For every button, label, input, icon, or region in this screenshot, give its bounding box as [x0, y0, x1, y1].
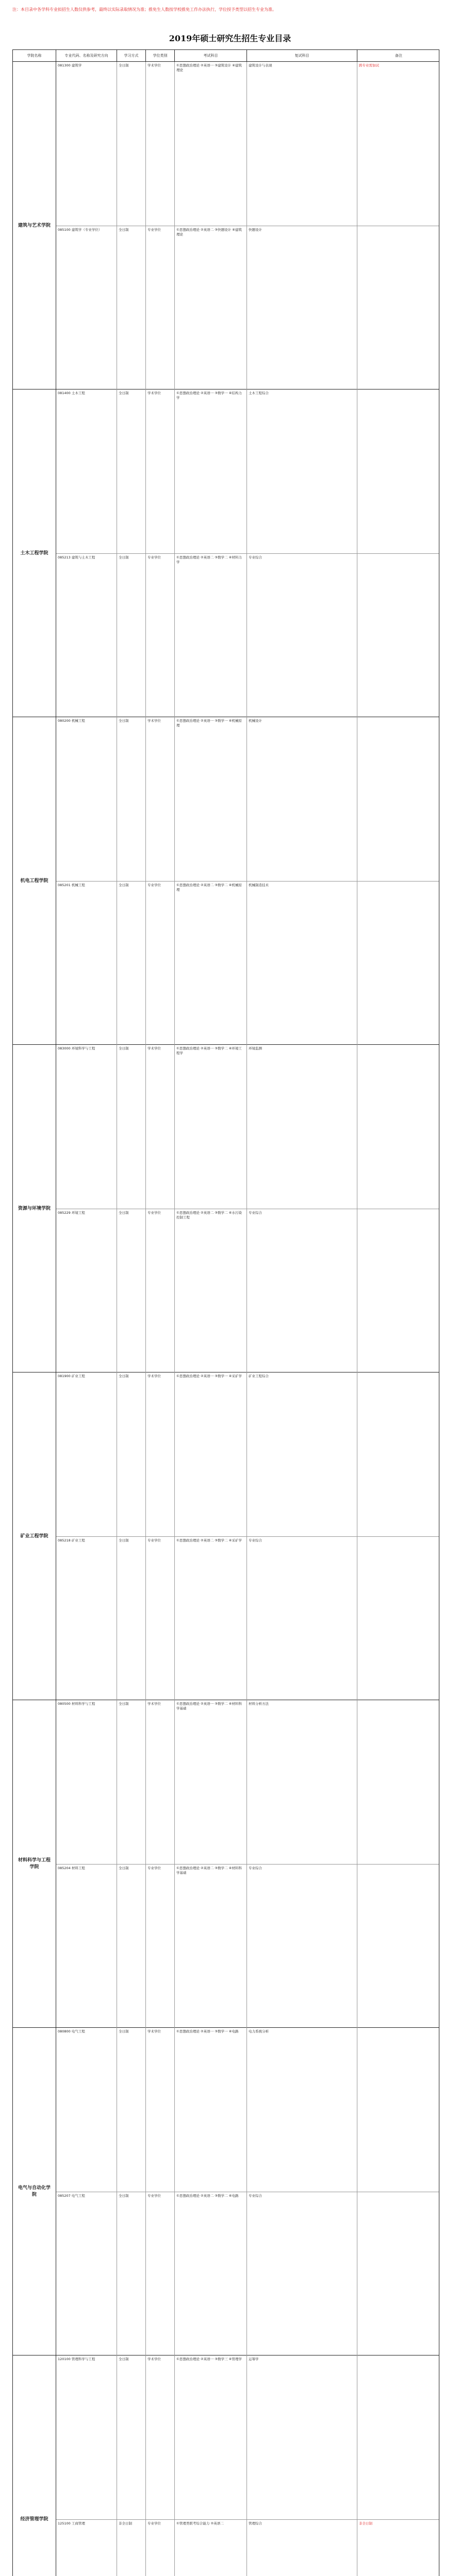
cell-note	[357, 2028, 439, 2192]
cell-type: 专业学位	[146, 554, 175, 718]
cell-mode: 全日制	[117, 717, 146, 881]
cell-note	[357, 2355, 439, 2519]
table-row	[56, 1865, 439, 2028]
cell-major: 085213 建筑与土木工程	[56, 554, 117, 718]
cell-type: 专业学位	[146, 226, 175, 390]
cell-exam: ①思想政治理论 ②英语一 ③数学一 ④结构力学	[175, 389, 247, 553]
cell-major: 080200 机械工程	[56, 717, 117, 881]
cell-retest: 材料分析方法	[247, 1700, 357, 1864]
cell-type: 学术学位	[146, 2355, 175, 2519]
cell-note: 非全日制	[359, 2521, 372, 2526]
table-row	[56, 1537, 439, 1701]
header-note: 备注	[395, 54, 402, 58]
college-name: 材料科学与工程学院	[13, 1700, 56, 2028]
cell-mode: 全日制	[117, 2355, 146, 2519]
cell-retest: 专业综合	[247, 2192, 357, 2356]
table-row	[56, 2355, 439, 2520]
table-row	[56, 389, 439, 554]
cell-exam: ①思想政治理论 ②英语一 ③数学一 ④电路	[175, 2028, 247, 2192]
cell-major: 085207 电气工程	[56, 2192, 117, 2356]
cell-mode: 全日制	[117, 389, 146, 553]
college-name: 机电工程学院	[13, 717, 56, 1045]
cell-major: 080800 电气工程	[56, 2028, 117, 2192]
cell-mode: 全日制	[117, 1700, 146, 1864]
cell-type: 专业学位	[146, 2192, 175, 2356]
table-row	[56, 554, 439, 718]
cell-major: 083000 环境科学与工程	[56, 1045, 117, 1209]
cell-retest: 专业综合	[247, 1865, 357, 2028]
cell-note	[357, 1700, 439, 1864]
cell-major: 081300 建筑学	[56, 62, 117, 226]
cell-type: 学术学位	[146, 389, 175, 553]
cell-retest: 管理综合	[247, 2520, 357, 2576]
table-row	[56, 2192, 439, 2356]
enrollment-table	[12, 49, 439, 2576]
page-title: 2019年硕士研究生招生专业目录	[169, 33, 291, 43]
cell-exam: ①思想政治理论 ②英语一 ③数学一 ④机械原理	[175, 717, 247, 881]
college-name: 土木工程学院	[13, 389, 56, 717]
table-row	[56, 1045, 439, 1209]
cell-exam: ①思想政治理论 ②英语二 ③数学二 ④电路	[175, 2192, 247, 2356]
table-row	[56, 226, 439, 390]
table-row	[56, 882, 439, 1045]
cell-mode: 全日制	[117, 1537, 146, 1701]
cell-mode: 全日制	[117, 62, 146, 226]
cell-mode: 全日制	[117, 1209, 146, 1373]
cell-type: 学术学位	[146, 717, 175, 881]
college-section	[13, 62, 439, 389]
cell-mode: 全日制	[117, 554, 146, 718]
cell-note	[357, 1209, 439, 1373]
college-section	[13, 1700, 439, 2028]
cell-exam: ①思想政治理论 ②英语一 ③数学二 ④环境工程学	[175, 1045, 247, 1209]
cell-type: 学术学位	[146, 1045, 175, 1209]
cell-exam: ①思想政治理论 ②英语二 ③快题设计 ④建筑理论	[175, 226, 247, 390]
cell-type: 专业学位	[146, 1865, 175, 2028]
header-type: 学位类别	[146, 50, 175, 61]
cell-major: 085204 材料工程	[56, 1865, 117, 2028]
table-header	[13, 50, 439, 62]
header-exam: 考试科目	[175, 50, 247, 61]
cell-note	[357, 554, 439, 718]
notice: 注：本目录中各学科专业拟招生人数仅供参考，最终以实际录取情况为准；推免生人数按学校推免工作办法执行，学位授予类型以招生专业为准。	[12, 7, 276, 12]
cell-exam: ①思想政治理论 ②英语一 ③数学二 ④材料科学基础	[175, 1700, 247, 1864]
cell-type: 学术学位	[146, 2028, 175, 2192]
cell-retest: 机械设计	[247, 717, 357, 881]
college-name: 建筑与艺术学院	[13, 62, 56, 389]
cell-note	[357, 1045, 439, 1209]
cell-note	[357, 1372, 439, 1536]
cell-exam: ①思想政治理论 ②英语二 ③数学二 ④材料科学基础	[175, 1865, 247, 2028]
cell-retest: 环境监测	[247, 1045, 357, 1209]
cell-note	[357, 2192, 439, 2356]
cell-retest: 矿业工程综合	[247, 1372, 357, 1536]
cell-type: 学术学位	[146, 1700, 175, 1864]
college-section	[13, 389, 439, 717]
cell-exam: ①管理类联考综合能力 ②英语二	[175, 2520, 247, 2576]
cell-retest: 土木工程综合	[247, 389, 357, 553]
college-name: 资源与环境学院	[13, 1045, 56, 1372]
cell-retest: 运筹学	[247, 2355, 357, 2519]
header-mode: 学习方式	[117, 50, 146, 61]
cell-exam: ①思想政治理论 ②英语一 ③建筑设计 ④建筑理论	[175, 62, 247, 226]
header-major: 专业代码、名称及研究方向	[56, 50, 117, 61]
cell-major: 085229 环境工程	[56, 1209, 117, 1373]
cell-type: 学术学位	[146, 62, 175, 226]
header-retest: 复试科目	[247, 50, 357, 61]
cell-major: 085100 建筑学（专业学位）	[56, 226, 117, 390]
cell-exam: ①思想政治理论 ②英语二 ③数学二 ④水污染控制工程	[175, 1209, 247, 1373]
cell-exam: ①思想政治理论 ②英语一 ③数学一 ④采矿学	[175, 1372, 247, 1536]
cell-mode: 全日制	[117, 226, 146, 390]
college-name: 矿业工程学院	[13, 1372, 56, 1700]
cell-mode: 全日制	[117, 1045, 146, 1209]
cell-type: 专业学位	[146, 1537, 175, 1701]
cell-retest: 机械制造技术	[247, 882, 357, 1045]
table-row	[56, 1372, 439, 1537]
cell-retest: 专业综合	[247, 554, 357, 718]
college-section	[13, 1045, 439, 1372]
cell-mode: 非全日制	[117, 2520, 146, 2576]
cell-note	[357, 717, 439, 881]
cell-major: 120100 管理科学与工程	[56, 2355, 117, 2519]
cell-type: 专业学位	[146, 882, 175, 1045]
cell-mode: 全日制	[117, 1372, 146, 1536]
cell-mode: 全日制	[117, 2192, 146, 2356]
cell-type: 专业学位	[146, 1209, 175, 1373]
cell-retest: 电力系统分析	[247, 2028, 357, 2192]
cell-note	[357, 1537, 439, 1701]
college-section	[13, 717, 439, 1045]
table-row	[56, 1700, 439, 1865]
table-row	[56, 62, 439, 226]
cell-note	[357, 226, 439, 390]
cell-type: 专业学位	[146, 2520, 175, 2576]
cell-major: 080500 材料科学与工程	[56, 1700, 117, 1864]
cell-note	[357, 389, 439, 553]
cell-retest: 专业综合	[247, 1537, 357, 1701]
cell-type: 学术学位	[146, 1372, 175, 1536]
cell-major: 081400 土木工程	[56, 389, 117, 553]
table-body	[13, 62, 439, 2576]
cell-major: 085218 矿业工程	[56, 1537, 117, 1701]
cell-exam: ①思想政治理论 ②英语二 ③数学二 ④采矿学	[175, 1537, 247, 1701]
cell-retest: 快题设计	[247, 226, 357, 390]
college-section	[13, 2028, 439, 2355]
table-row	[56, 717, 439, 882]
table-row	[56, 1209, 439, 1373]
college-section	[13, 1372, 439, 1700]
cell-retest: 专业综合	[247, 1209, 357, 1373]
cell-exam: ①思想政治理论 ②英语一 ③数学三 ④管理学	[175, 2355, 247, 2519]
cell-note	[357, 1865, 439, 2028]
college-section	[13, 2355, 439, 2576]
table-row	[56, 2520, 439, 2576]
college-name: 电气与自动化学院	[13, 2028, 56, 2355]
cell-major: 125100 工商管理	[56, 2520, 117, 2576]
cell-major: 085201 机械工程	[56, 882, 117, 1045]
cell-exam: ①思想政治理论 ②英语二 ③数学二 ④材料力学	[175, 554, 247, 718]
cell-exam: ①思想政治理论 ②英语二 ③数学二 ④机械原理	[175, 882, 247, 1045]
cell-note	[357, 882, 439, 1045]
table-row	[56, 2028, 439, 2192]
college-name: 经济管理学院	[13, 2355, 56, 2576]
cell-note: 跨专业需加试	[359, 63, 379, 67]
cell-mode: 全日制	[117, 882, 146, 1045]
cell-mode: 全日制	[117, 2028, 146, 2192]
cell-major: 081900 矿业工程	[56, 1372, 117, 1536]
header-college: 学院名称	[13, 50, 56, 61]
cell-mode: 全日制	[117, 1865, 146, 2028]
cell-retest: 建筑设计与表现	[247, 62, 357, 226]
